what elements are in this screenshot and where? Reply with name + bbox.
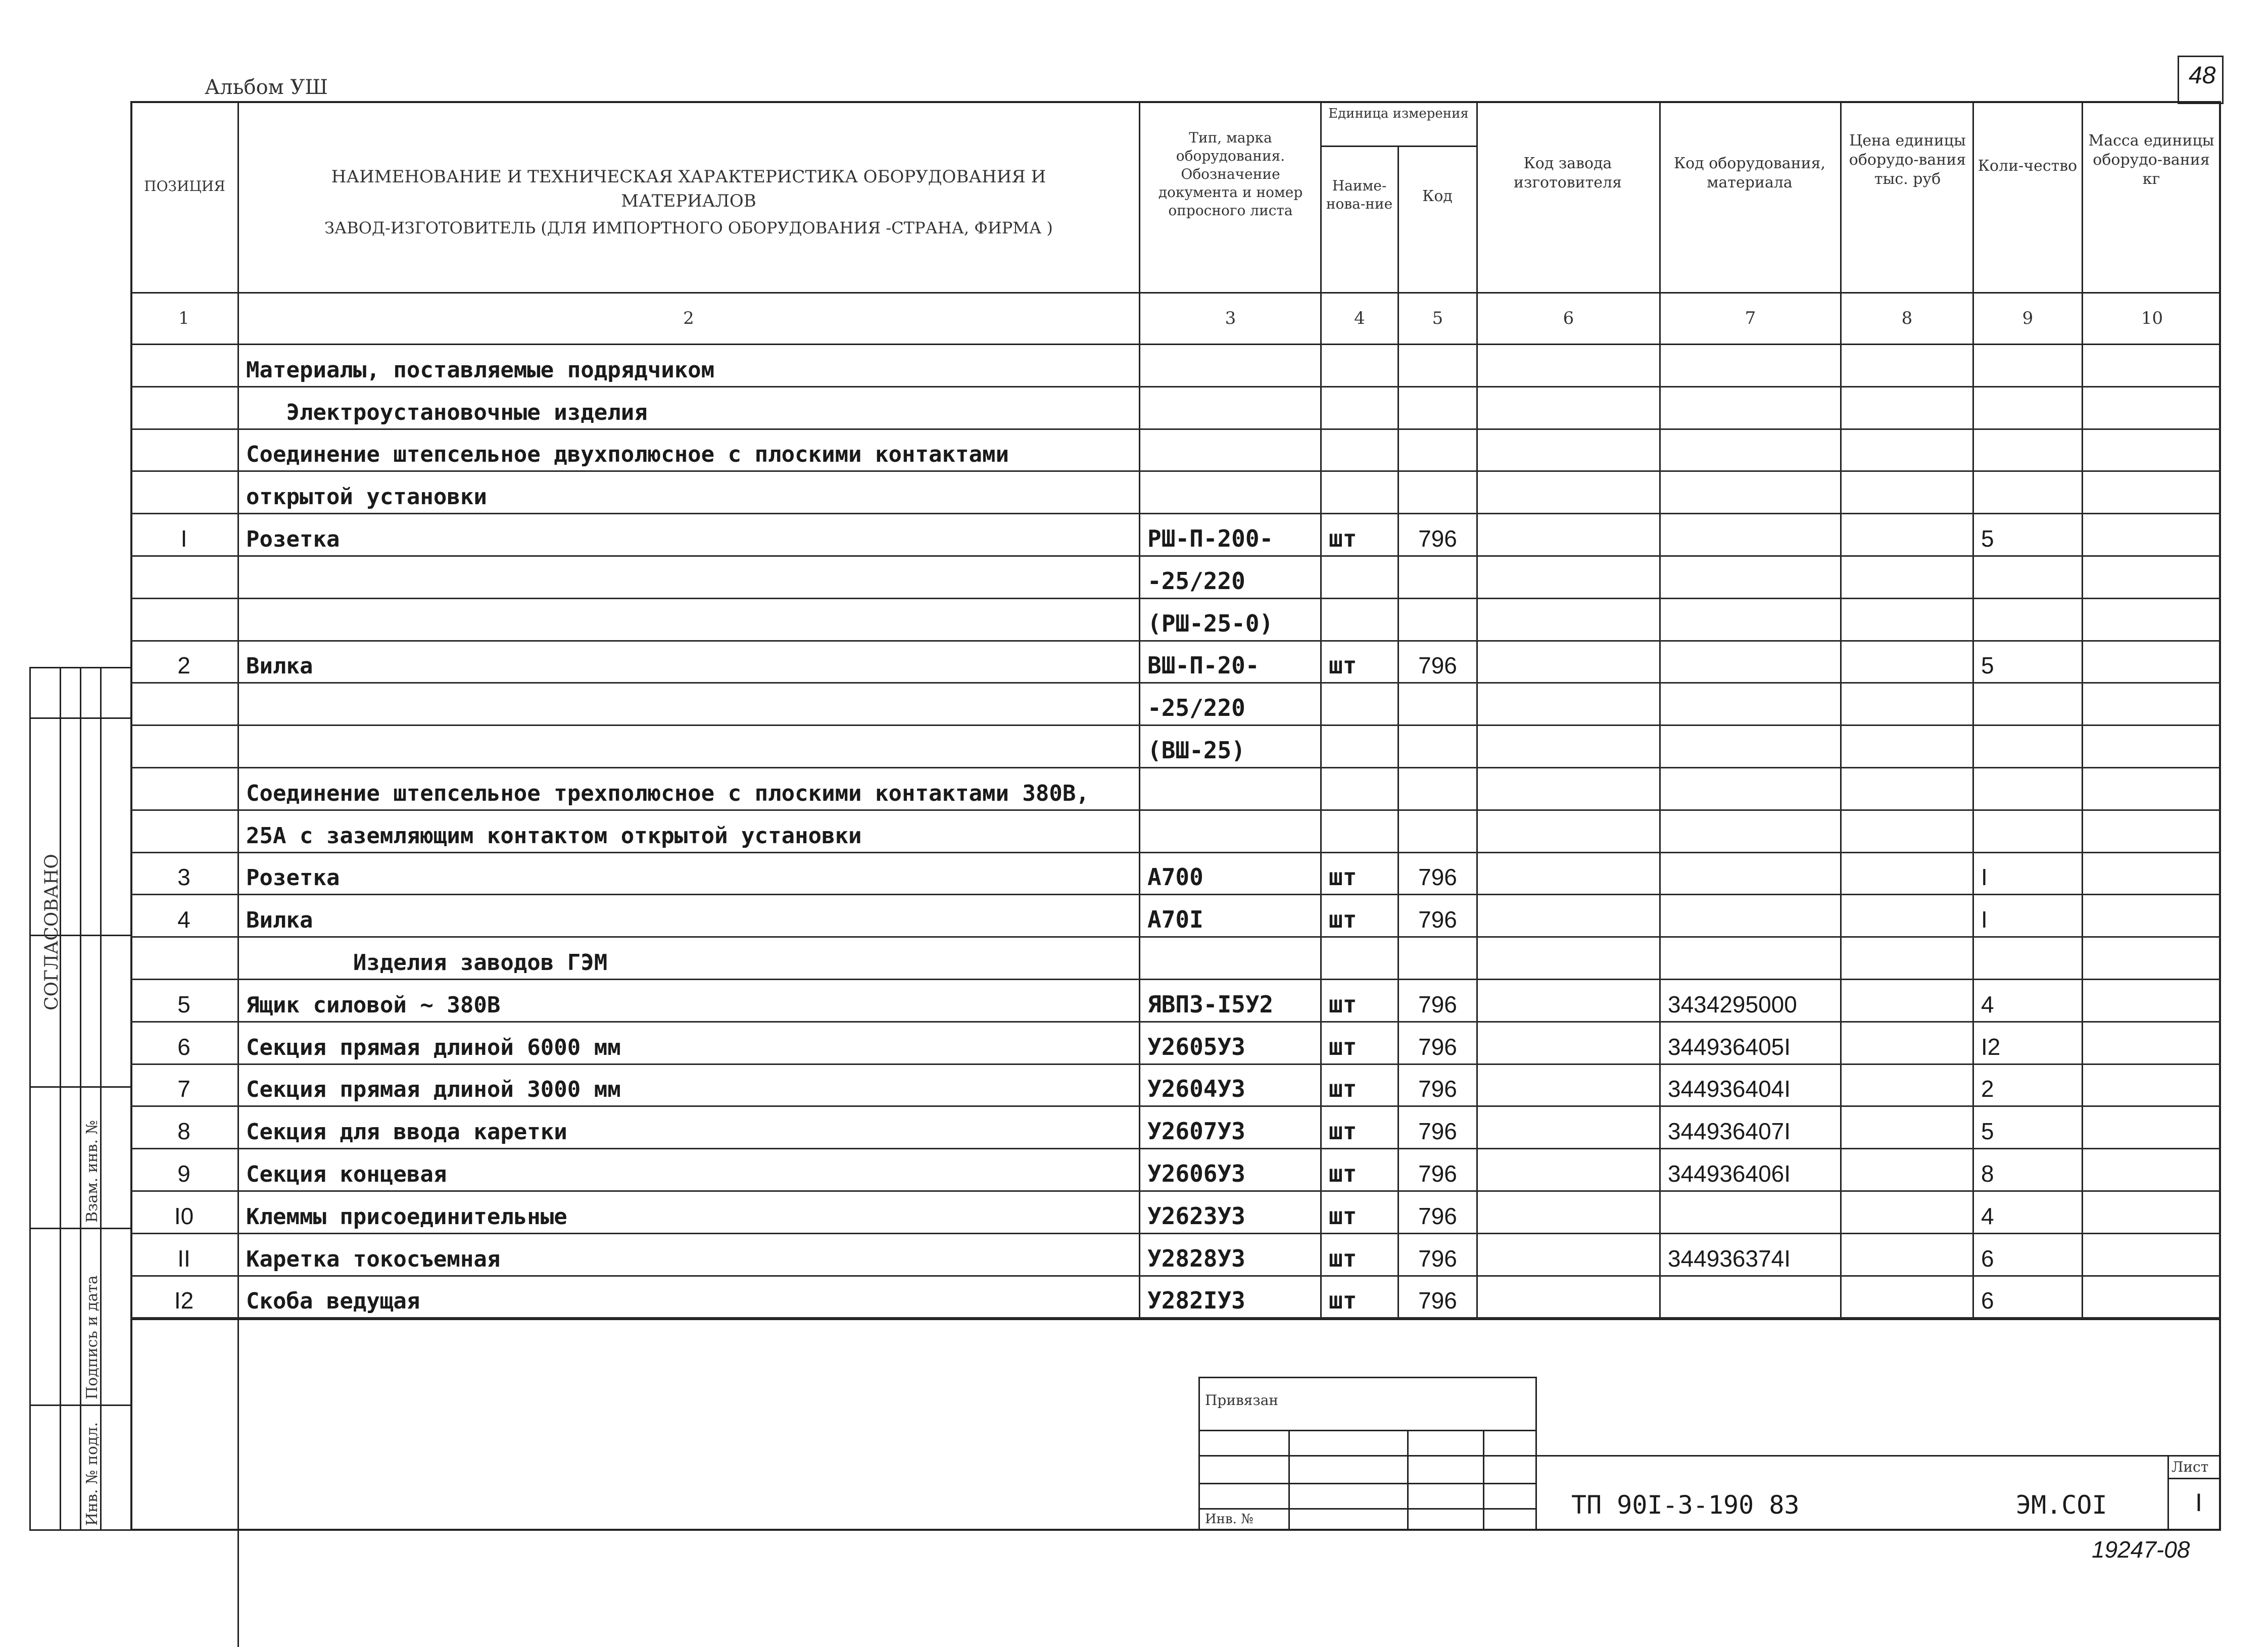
header-unit-group: Наиме-нова-ние (1326, 177, 1393, 212)
table-row (130, 345, 2221, 387)
cell-unit-code: 796 (1418, 652, 1457, 679)
cell-unit-code: 796 (1418, 1118, 1457, 1145)
header-mass: Масса единицы оборудо-вания кг (2088, 132, 2214, 188)
header-type: Тип, марка оборудования. Обозначение документа и номер опросного листа (1158, 129, 1303, 219)
table-row (130, 557, 2221, 599)
table-row (130, 726, 2221, 768)
header-name-line2: МАТЕРИАЛОВ (621, 191, 756, 211)
cell-type: У2623У3 (1147, 1202, 1245, 1230)
side-vzam: Взам. инв. № (83, 1120, 101, 1223)
cell-quantity: 5 (1981, 525, 1994, 552)
cell-unit: шт (1329, 1033, 1357, 1060)
cell-position: 2 (177, 652, 190, 679)
cell-name: открытой установки (246, 484, 487, 510)
cell-unit-code: 796 (1418, 1287, 1457, 1314)
table-row (130, 1277, 2221, 1319)
cell-quantity: 4 (1981, 1202, 1994, 1229)
cell-unit-code: 796 (1418, 1245, 1457, 1272)
colnum-9: 9 (2022, 308, 2034, 328)
side-inv: Инв. № подл. (83, 1422, 101, 1526)
cell-name: Электроустановочные изделия (246, 399, 648, 425)
table-row (130, 768, 2221, 811)
cell-name: Соединение штепсельное трехполюсное с плоскими контактами 380В, (246, 780, 1089, 806)
colnum-5: 5 (1432, 308, 1443, 328)
cell-quantity: 5 (1981, 1118, 1994, 1145)
colnum-7: 7 (1745, 308, 1756, 328)
colnum-3: 3 (1225, 308, 1236, 328)
cell-equipment-code: 344936404I (1668, 1076, 1791, 1102)
cell-name: Секция прямая длиной 6000 мм (246, 1034, 621, 1060)
cell-name: Ящик силовой ~ 380В (246, 992, 501, 1018)
side-podpis: Подпись и дата (83, 1275, 101, 1399)
cell-position: 3 (177, 864, 190, 891)
header-quantity: Коли-чество (1977, 157, 2078, 175)
header-equipment-code: Код оборудования, материала (1673, 155, 1826, 191)
table-row (130, 853, 2221, 896)
cell-name: Вилка (246, 653, 313, 680)
cell-unit-code: 796 (1418, 1033, 1457, 1060)
cell-type: У2828У3 (1147, 1244, 1245, 1272)
cell-unit-code: 796 (1418, 991, 1457, 1018)
cell-position: 5 (177, 991, 190, 1018)
stamp-doc-code: ТП 90I-3-190 83 (1571, 1490, 1800, 1520)
table-row (130, 642, 2221, 684)
cell-position: 6 (177, 1033, 190, 1060)
cell-type: (ВШ-25) (1147, 736, 1245, 764)
cell-name: Изделия заводов ГЭМ (246, 949, 608, 976)
cell-type: (РШ-25-0) (1147, 609, 1274, 637)
cell-unit: шт (1329, 863, 1357, 891)
header-name-line3: ЗАВОД-ИЗГОТОВИТЕЛЬ (ДЛЯ ИМПОРТНОГО ОБОРУДОВАНИЯ -СТРАНА, ФИРМА ) (324, 218, 1053, 237)
cell-quantity: 5 (1981, 652, 1994, 679)
page-number: 48 (2189, 62, 2216, 89)
table-row (130, 1192, 2221, 1234)
cell-name: Скоба ведущая (246, 1288, 420, 1315)
colnum-8: 8 (1901, 308, 1913, 328)
cell-unit: шт (1329, 524, 1357, 552)
table-row (130, 1149, 2221, 1192)
album-label: Альбом УШ (205, 76, 328, 99)
stamp-inv-no: Инв. № (1205, 1512, 1253, 1527)
cell-position: 7 (177, 1076, 190, 1102)
cell-name: Каретка токосъемная (246, 1246, 501, 1272)
cell-unit-code: 796 (1418, 1160, 1457, 1187)
cell-name: Розетка (246, 865, 340, 891)
table-header (130, 101, 2221, 328)
cell-unit: шт (1329, 1287, 1357, 1315)
cell-equipment-code: 3434295000 (1668, 991, 1797, 1018)
cell-quantity: I2 (1981, 1033, 2001, 1060)
colnum-4: 4 (1354, 308, 1365, 328)
table-row (130, 514, 2221, 557)
cell-type: У282IУ3 (1147, 1287, 1245, 1315)
cell-name: Секция концевая (246, 1161, 447, 1187)
cell-quantity: 6 (1981, 1287, 1994, 1314)
cell-type: У2606У3 (1147, 1159, 1245, 1187)
header-price: Цена единицы оборудо-вания тыс. руб (1849, 132, 1966, 188)
cell-position: II (177, 1245, 190, 1272)
cell-quantity: 6 (1981, 1245, 1994, 1272)
header-position: ПОЗИЦИЯ (144, 178, 225, 195)
cell-name: Секция прямая длиной 3000 мм (246, 1077, 621, 1103)
side-agreed: СОГЛАСОВАНО (41, 854, 62, 1010)
table-row (130, 684, 2221, 726)
colnum-6: 6 (1563, 308, 1574, 328)
table-row (130, 472, 2221, 514)
cell-equipment-code: 344936407I (1668, 1118, 1791, 1145)
cell-position: I (180, 525, 187, 552)
table-row (130, 938, 2221, 980)
cell-unit: шт (1329, 1075, 1357, 1103)
cell-name: Вилка (246, 907, 313, 934)
cell-unit: шт (1329, 1202, 1357, 1230)
cell-unit-code: 796 (1418, 864, 1457, 891)
colnum-10: 10 (2141, 308, 2163, 328)
stamp-sheet-label: Лист (2172, 1459, 2209, 1475)
colnum-1: 1 (178, 308, 189, 328)
cell-name: Клеммы присоединительные (246, 1203, 567, 1230)
cell-position: I2 (174, 1287, 194, 1314)
cell-equipment-code: 344936406I (1668, 1160, 1791, 1187)
cell-unit-code: 796 (1418, 906, 1457, 933)
cell-type: ВШ-П-20- (1147, 652, 1260, 680)
table-row (130, 1023, 2221, 1065)
cell-name: Секция для ввода каретки (246, 1119, 567, 1145)
cell-unit: шт (1329, 990, 1357, 1018)
cell-position: I0 (174, 1202, 194, 1229)
stamp-privyazan: Привязан (1205, 1392, 1279, 1409)
cell-equipment-code: 344936405I (1668, 1033, 1791, 1060)
cell-quantity: 8 (1981, 1160, 1994, 1187)
cell-type: А70I (1147, 906, 1203, 934)
header-unit-code: Код (1422, 187, 1453, 205)
table-row (130, 811, 2221, 853)
cell-type: -25/220 (1147, 567, 1245, 595)
cell-type: А700 (1147, 863, 1203, 891)
cell-quantity: 2 (1981, 1076, 1994, 1102)
cell-unit: шт (1329, 1244, 1357, 1272)
cell-quantity: I (1981, 864, 1988, 891)
cell-unit: шт (1329, 1159, 1357, 1187)
cell-quantity: 4 (1981, 991, 1994, 1018)
table-row (130, 980, 2221, 1023)
cell-position: 9 (177, 1160, 190, 1187)
table-row (130, 895, 2221, 938)
cell-quantity: I (1981, 906, 1988, 933)
table-row (130, 1107, 2221, 1149)
spec-rows (130, 345, 2221, 1319)
header-name-line1: НАИМЕНОВАНИЕ И ТЕХНИЧЕСКАЯ ХАРАКТЕРИСТИКА ОБОРУДОВАНИЯ И (331, 167, 1046, 187)
cell-position: 4 (177, 906, 190, 933)
table-row (130, 1065, 2221, 1107)
cell-type: ЯВПЗ-I5У2 (1147, 990, 1274, 1018)
cell-name: Материалы, поставляемые подрядчиком (246, 357, 715, 383)
cell-unit: шт (1329, 1118, 1357, 1145)
cell-unit: шт (1329, 906, 1357, 934)
cell-position: 8 (177, 1118, 190, 1145)
header-factory-code: Код завода изготовителя (1513, 155, 1622, 191)
cell-name: 25А с заземляющим контактом открытой установки (246, 822, 862, 849)
table-row (130, 599, 2221, 642)
cell-equipment-code: 344936374I (1668, 1245, 1791, 1272)
header-unit-caption: Единица измерения (1328, 106, 1469, 121)
table-row (130, 387, 2221, 430)
table-row (130, 430, 2221, 472)
cell-type: У2607У3 (1147, 1118, 1245, 1145)
cell-name: Соединение штепсельное двухполюсное с плоскими контактами (246, 442, 1009, 468)
cell-type: РШ-П-200- (1147, 524, 1274, 552)
cell-unit-code: 796 (1418, 525, 1457, 552)
stamp-sheet-no: I (2195, 1488, 2202, 1517)
colnum-2: 2 (683, 308, 694, 328)
cell-name: Розетка (246, 526, 340, 552)
stamp-mark: ЭМ.СОI (2016, 1490, 2107, 1520)
cell-unit-code: 796 (1418, 1202, 1457, 1229)
cell-unit: шт (1329, 652, 1357, 680)
cell-type: У2605У3 (1147, 1033, 1245, 1060)
cell-type: -25/220 (1147, 694, 1245, 722)
cell-type: У2604У3 (1147, 1075, 1245, 1103)
footer-number: 19247-08 (2092, 1536, 2190, 1563)
cell-unit-code: 796 (1418, 1076, 1457, 1102)
table-row (130, 1234, 2221, 1277)
